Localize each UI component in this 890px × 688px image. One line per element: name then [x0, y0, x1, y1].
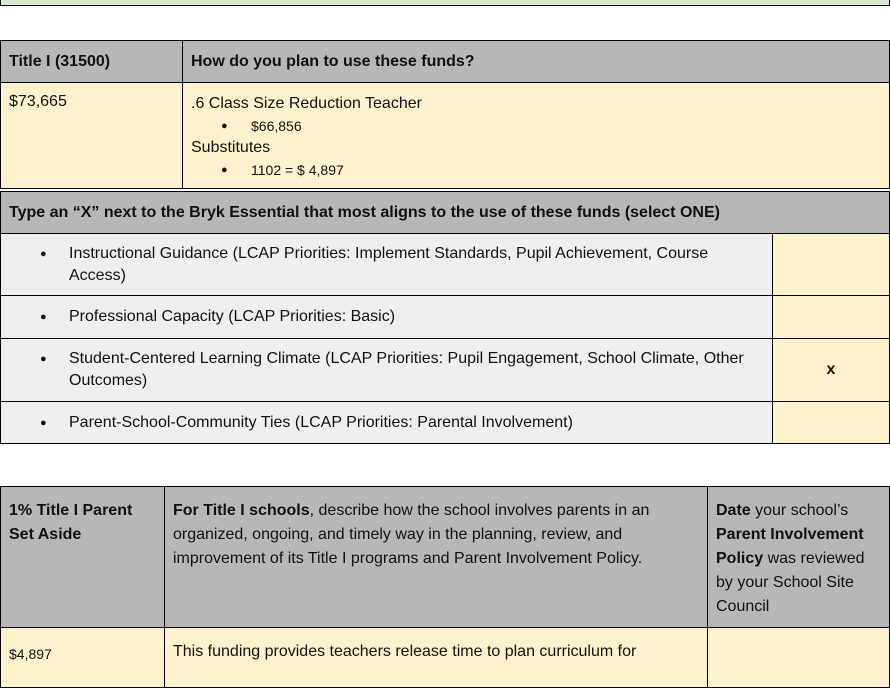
- essential-label: Student-Centered Learning Climate (LCAP Priorities: Pupil Engagement, School Climate, Other Outcomes): [69, 350, 744, 389]
- bryk-essentials-table: [0, 191, 890, 444]
- essentials-header: Type an “X” next to the Bryk Essential that most aligns to the use of these funds (select ONE): [1, 192, 890, 234]
- essential-label: Instructional Guidance (LCAP Priorities: Implement Standards, Pupil Achievement, Course Access): [69, 244, 709, 284]
- essential-item: [1, 402, 773, 444]
- use-sub-item: [191, 159, 881, 181]
- funds-amount[interactable]: $73,665: [1, 83, 183, 189]
- bullet-icon: ●: [40, 353, 47, 365]
- set-aside-amount[interactable]: $4,897: [1, 628, 165, 688]
- funds-question-header: How do you plan to use these funds?: [183, 41, 890, 83]
- bullet-icon: ●: [40, 311, 47, 323]
- essential-item: [1, 339, 773, 402]
- parent-involvement-header: [165, 487, 708, 628]
- bullet-icon: ●: [40, 247, 47, 260]
- bullet-icon: ●: [40, 416, 47, 429]
- essential-label: Parent-School-Community Ties (LCAP Priorities: Parental Involvement): [69, 413, 573, 431]
- date-header-text: your school’s: [750, 502, 849, 519]
- use-sub-value: $66,856: [251, 118, 302, 134]
- use-sub-item: [191, 115, 881, 137]
- use-sub-value: 1102 = $ 4,897: [251, 162, 344, 178]
- set-aside-header: 1% Title I Parent Set Aside: [1, 487, 165, 628]
- date-header-text-end: was reviewed by your School Site Council: [716, 550, 865, 615]
- previous-section-strip: [0, 0, 890, 6]
- essential-mark-cell[interactable]: x: [773, 339, 890, 402]
- essential-item: [1, 296, 773, 339]
- funds-uses-cell[interactable]: [183, 83, 890, 189]
- program-header: Title I (31500): [1, 41, 183, 83]
- use-sub-list: [191, 159, 881, 181]
- use-item-label: Substitutes: [191, 139, 271, 156]
- title-i-funds-table: [0, 40, 890, 189]
- parent-involvement-description: , describe how the school involves parents in an organized, ongoing, and timely way in the planning, review, and improvement of its Title I programs and Parent Involvement Policy.: [173, 502, 650, 567]
- essential-mark-cell[interactable]: [773, 234, 890, 296]
- policy-date-header: [708, 487, 890, 628]
- use-sub-list: [191, 115, 881, 137]
- essential-mark-cell[interactable]: [773, 402, 890, 444]
- use-item-label: .6 Class Size Reduction Teacher: [191, 95, 422, 112]
- essential-mark-cell[interactable]: [773, 296, 890, 339]
- policy-date-response[interactable]: [708, 628, 890, 688]
- essential-label: Professional Capacity (LCAP Priorities: Basic): [69, 308, 396, 325]
- parent-involvement-response[interactable]: This funding provides teachers release time to plan curriculum for: [165, 628, 708, 688]
- title-i-schools-label: For Title I schools: [173, 502, 310, 519]
- date-label: Date: [716, 502, 751, 519]
- essential-item: [1, 234, 773, 296]
- policy-label: Parent Involvement Policy: [716, 526, 864, 567]
- parent-set-aside-table: [0, 486, 890, 688]
